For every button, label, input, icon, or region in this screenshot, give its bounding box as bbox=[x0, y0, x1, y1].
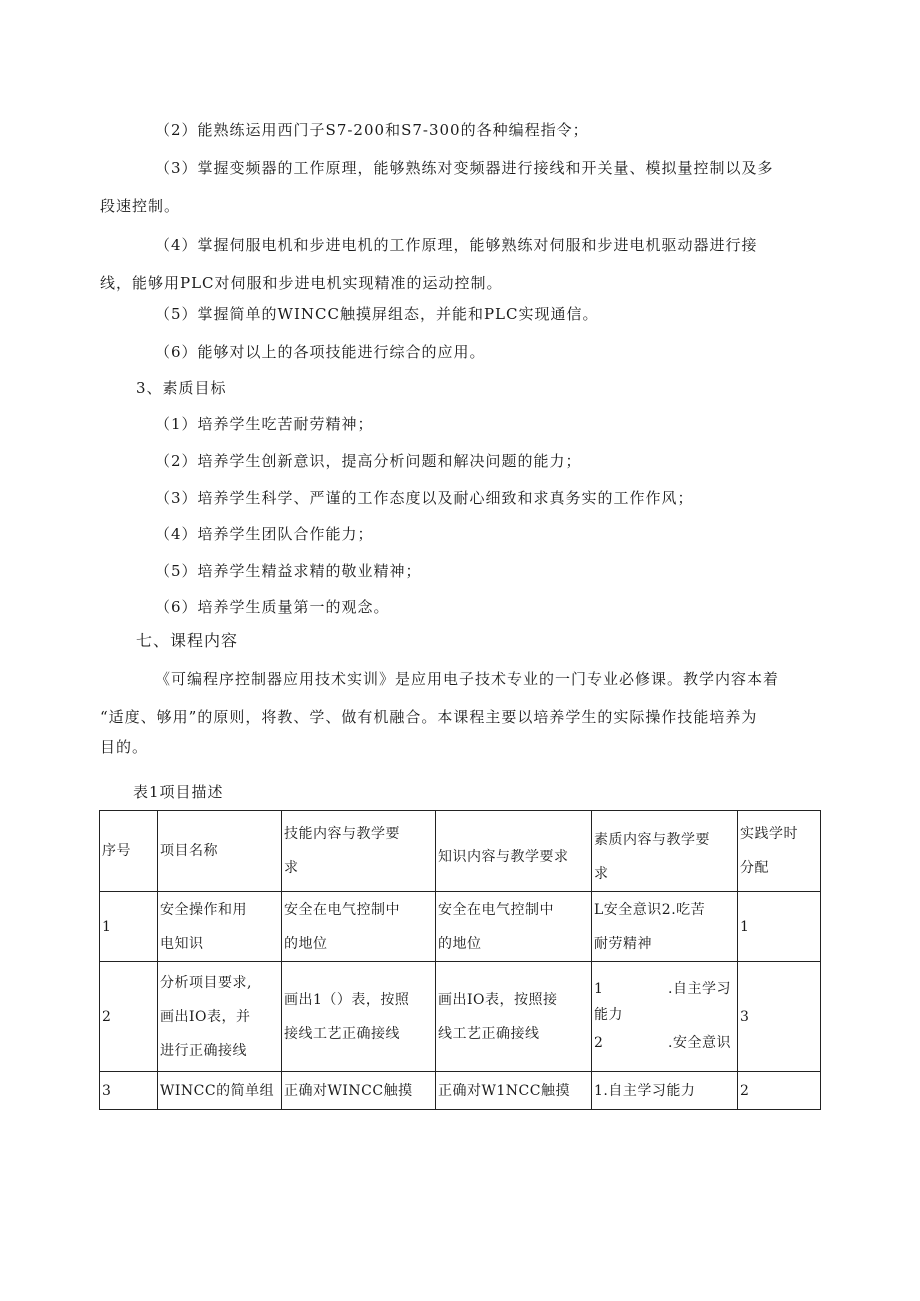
cell-quality: 1 .自主学习 能力 2 .安全意识 bbox=[592, 962, 738, 1072]
paragraph-quality-2: （2）培养学生创新意识，提高分析问题和解决问题的能力； bbox=[155, 452, 582, 470]
paragraph-quality-6: （6）培养学生质量第一的观念。 bbox=[155, 598, 390, 616]
cell-name: 分析项目要求, 画出IO表，并 进行正确接线 bbox=[158, 962, 282, 1072]
table-row bbox=[100, 1072, 821, 1110]
table-row bbox=[100, 892, 821, 962]
cell-no: 3 bbox=[100, 1072, 158, 1110]
cell-skill: 正确对WINCC触摸 bbox=[282, 1072, 436, 1110]
paragraph-skill-2: （2）能熟练运用西门子S7-200和S7-300的各种编程指令； bbox=[155, 121, 589, 139]
heading-course-content: 七、课程内容 bbox=[136, 631, 239, 650]
paragraph-course-line2: “适度、够用”的原则，将教、学、做有机融合。本课程主要以培养学生的实际操作技能培养为 bbox=[100, 708, 758, 726]
paragraph-skill-3-line2: 段速控制。 bbox=[100, 197, 181, 215]
paragraph-quality-5: （5）培养学生精益求精的敬业精神； bbox=[155, 562, 422, 580]
paragraph-course-line1: 《可编程序控制器应用技术实训》是应用电子技术专业的一门专业必修课。教学内容本着 bbox=[155, 670, 780, 688]
cell-quality: L安全意识2.吃苦 耐劳精神 bbox=[592, 892, 738, 962]
paragraph-quality-1: （1）培养学生吃苦耐劳精神； bbox=[155, 415, 374, 433]
cell-hours: 1 bbox=[738, 892, 821, 962]
paragraph-skill-3-line1: （3）掌握变频器的工作原理，能够熟练对变频器进行接线和开关量、模拟量控制以及多 bbox=[155, 159, 774, 177]
paragraph-skill-5: （5）掌握简单的WINCC触摸屏组态，并能和PLC实现通信。 bbox=[155, 305, 599, 323]
paragraph-quality-4: （4）培养学生团队合作能力； bbox=[155, 525, 374, 543]
cell-name: 安全操作和用 电知识 bbox=[158, 892, 282, 962]
cell-no: 1 bbox=[100, 892, 158, 962]
cell-skill: 安全在电气控制中 的地位 bbox=[282, 892, 436, 962]
table-header-row bbox=[100, 811, 821, 892]
paragraph-course-line3: 目的。 bbox=[100, 738, 149, 756]
paragraph-skill-4-line1: （4）掌握伺服电机和步进电机的工作原理，能够熟练对伺服和步进电机驱动器进行接 bbox=[155, 236, 758, 254]
cell-knowledge: 安全在电气控制中 的地位 bbox=[436, 892, 592, 962]
header-quality: 素质内容与教学要 求 bbox=[592, 811, 738, 892]
cell-knowledge: 正确对W1NCC触摸 bbox=[436, 1072, 592, 1110]
table-caption: 表1项目描述 bbox=[133, 783, 224, 801]
cell-no: 2 bbox=[100, 962, 158, 1072]
header-no: 序号 bbox=[100, 811, 158, 892]
project-description-table bbox=[99, 810, 821, 1110]
heading-quality-goals: 3、素质目标 bbox=[136, 379, 227, 397]
table-row bbox=[100, 962, 821, 1072]
header-knowledge: 知识内容与教学要求 bbox=[436, 811, 592, 892]
paragraph-skill-6: （6）能够对以上的各项技能进行综合的应用。 bbox=[155, 343, 486, 361]
paragraph-skill-4-line2: 线，能够用PLC对伺服和步进电机实现精准的运动控制。 bbox=[100, 274, 503, 292]
cell-knowledge: 画出IO表，按照接 线工艺正确接线 bbox=[436, 962, 592, 1072]
cell-quality: 1.自主学习能力 bbox=[592, 1072, 738, 1110]
header-hours: 实践学时 分配 bbox=[738, 811, 821, 892]
cell-hours: 3 bbox=[738, 962, 821, 1072]
header-name: 项目名称 bbox=[158, 811, 282, 892]
paragraph-quality-3: （3）培养学生科学、严谨的工作态度以及耐心细致和求真务实的工作作风； bbox=[155, 489, 694, 507]
header-skill: 技能内容与教学要 求 bbox=[282, 811, 436, 892]
cell-skill: 画出1（）表，按照 接线工艺正确接线 bbox=[282, 962, 436, 1072]
cell-name: WINCC的简单组 bbox=[158, 1072, 282, 1110]
cell-hours: 2 bbox=[738, 1072, 821, 1110]
